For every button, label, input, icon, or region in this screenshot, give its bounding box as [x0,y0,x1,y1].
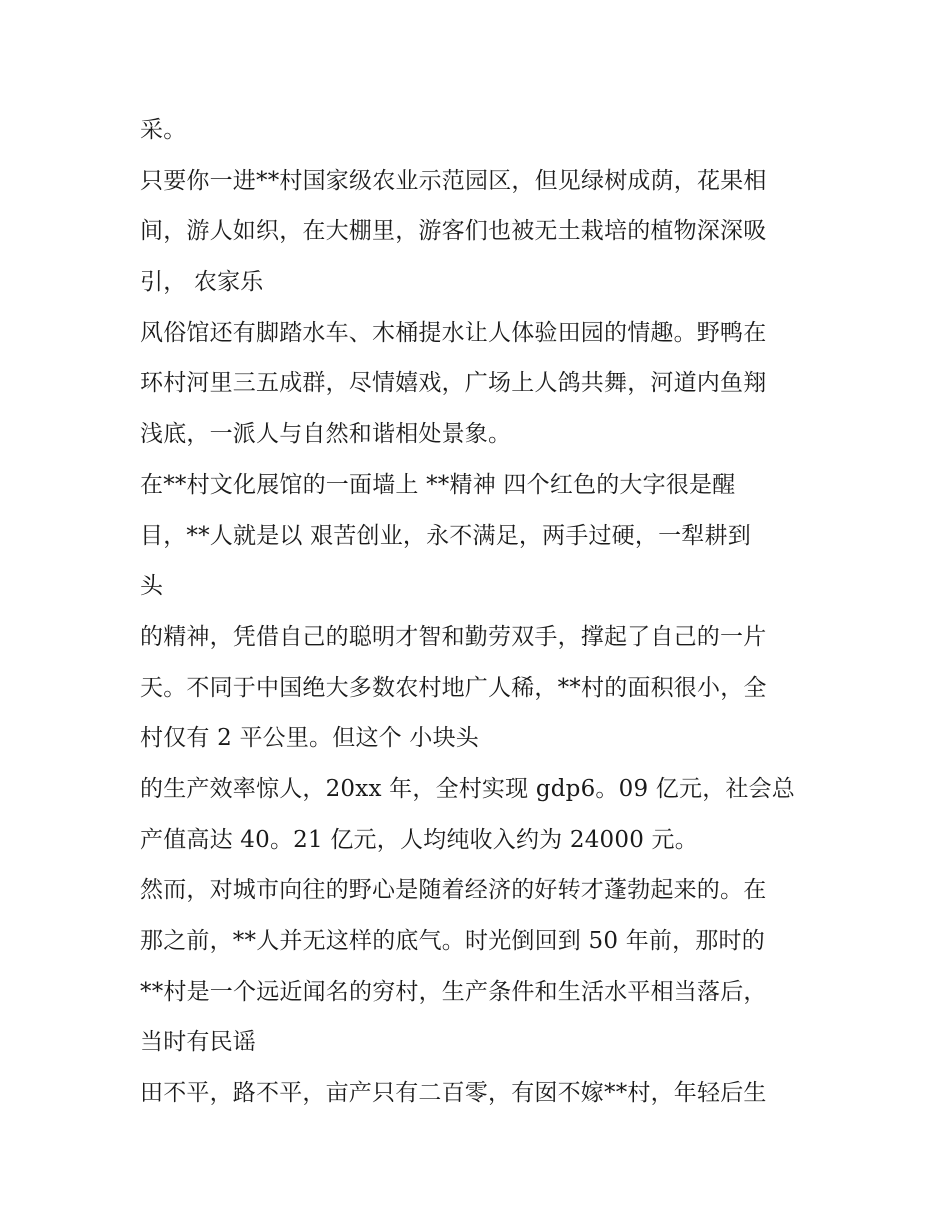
text-line: 风俗馆还有脚踏水车、木桶提水让人体验田园的情趣。野鸭在 [140,319,767,346]
text-line: 只要你一进**村国家级农业示范园区，但见绿树成荫，花果相 [140,167,767,194]
text-line: 当时有民谣 [140,1029,256,1056]
text-line: 村仅有 2 平公里。但这个 小块头 [140,725,479,752]
text-line: 头 [140,573,164,600]
text-line: 的生产效率惊人，20xx 年，全村实现 gdp6。09 亿元，社会总 [140,775,796,802]
text-line: 的精神，凭借自己的聪明才智和勤劳双手，撑起了自己的一片 [140,623,767,650]
text-line: 间，游人如织，在大棚里，游客们也被无土栽培的植物深深吸 [140,218,767,245]
text-line: 那之前，**人并无这样的底气。时光倒回到 50 年前，那时的 [140,928,765,954]
text-line: 环村河里三五成群，尽情嬉戏，广场上人鸽共舞，河道内鱼翔 [140,370,767,397]
text-line: 然而，对城市向往的野心是随着经济的好转才蓬勃起来的。在 [140,877,767,904]
text-line: 田不平，路不平，亩产只有二百零，有囡不嫁**村，年轻后生 [140,1080,767,1107]
text-line: 引， 农家乐 [140,269,264,296]
text-line: 目，**人就是以 艰苦创业，永不满足，两手过硬，一犁耕到 [140,522,751,549]
text-line: 采。 [140,117,187,143]
text-line: 在**村文化展馆的一面墙上 **精神 四个红色的大字很是醒 [140,471,736,498]
text-line: 产值高达 40。21 亿元，人均纯收入约为 24000 元。 [140,826,698,853]
text-line: 天。不同于中国绝大多数农村地广人稀，**村的面积很小，全 [140,674,767,701]
text-line: 浅底，一派人与自然和谐相处景象。 [140,421,512,448]
document-body [140,105,820,1119]
text-line: **村是一个远近闻名的穷村，生产条件和生活水平相当落后， [140,978,767,1005]
